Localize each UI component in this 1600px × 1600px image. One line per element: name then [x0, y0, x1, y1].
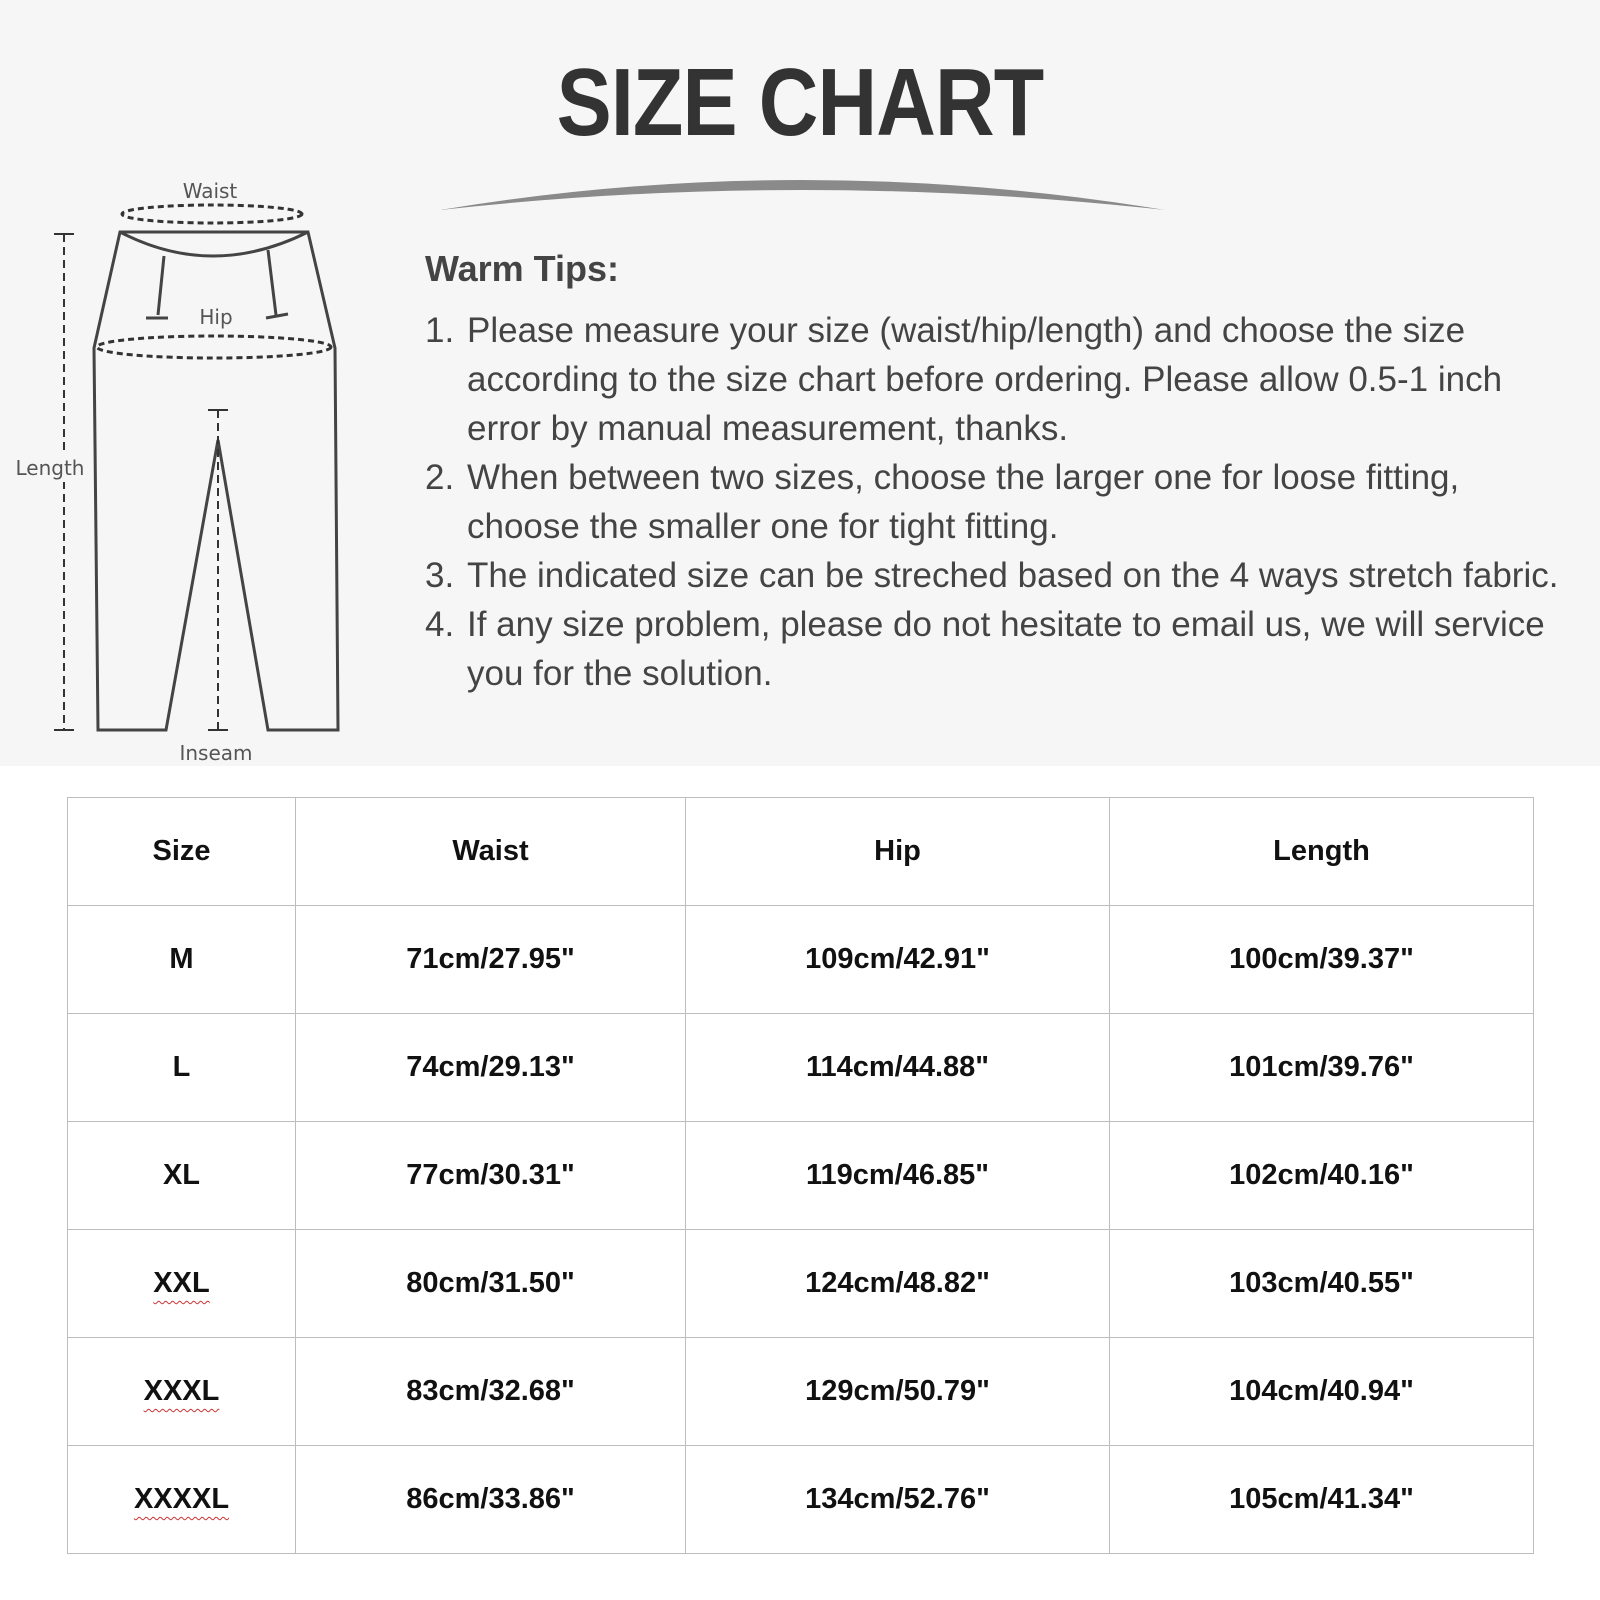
cell-hip: 124cm/48.82": [686, 1230, 1110, 1338]
tip-item: 3. The indicated size can be streched based on the 4 ways stretch fabric.: [425, 556, 1559, 595]
cell-waist: 86cm/33.86": [296, 1446, 686, 1554]
cell-waist: 80cm/31.50": [296, 1230, 686, 1338]
cell-size: L: [68, 1014, 296, 1122]
cell-size: XXXXL: [68, 1446, 296, 1554]
warm-tips-heading: Warm Tips:: [425, 248, 620, 289]
cell-waist: 71cm/27.95": [296, 906, 686, 1014]
table-row: [68, 1014, 1534, 1122]
table-row: [68, 1122, 1534, 1230]
diagram-label-hip: Hip: [199, 305, 233, 329]
tip-item: 2. When between two sizes, choose the larger one for loose fitting, choose the smaller one for tight fitting.: [425, 458, 1460, 546]
waist-measure-ellipse: [122, 205, 302, 223]
cell-length: 105cm/41.34": [1110, 1446, 1534, 1554]
header-waist: Waist: [296, 798, 686, 906]
table-header-row: [68, 798, 1534, 906]
cell-size: XXL: [68, 1230, 296, 1338]
page-title: SIZE CHART: [556, 49, 1044, 156]
cell-size: XL: [68, 1122, 296, 1230]
cell-waist: 83cm/32.68": [296, 1338, 686, 1446]
size-table: [67, 797, 1534, 1554]
cell-length: 100cm/39.37": [1110, 906, 1534, 1014]
cell-hip: 129cm/50.79": [686, 1338, 1110, 1446]
cell-hip: 114cm/44.88": [686, 1014, 1110, 1122]
table-row: [68, 1230, 1534, 1338]
header-size: Size: [68, 798, 296, 906]
header-length: Length: [1110, 798, 1534, 906]
table-row: [68, 1338, 1534, 1446]
hip-measure-ellipse: [97, 336, 331, 358]
cell-length: 101cm/39.76": [1110, 1014, 1534, 1122]
cell-hip: 119cm/46.85": [686, 1122, 1110, 1230]
table-row: [68, 1446, 1534, 1554]
left-pocket: [146, 256, 168, 318]
header-hip: Hip: [686, 798, 1110, 906]
cell-size: M: [68, 906, 296, 1014]
cell-waist: 77cm/30.31": [296, 1122, 686, 1230]
tip-item: 4. If any size problem, please do not hesitate to email us, we will service you for the solution.: [425, 605, 1545, 693]
tip-item: 1. Please measure your size (waist/hip/length) and choose the size according to the size chart before ordering. Please allow 0.5-1 inch error by manual measurement, thanks.: [425, 311, 1503, 448]
decorative-swoosh: [440, 165, 1170, 215]
cell-size: XXXL: [68, 1338, 296, 1446]
cell-hip: 109cm/42.91": [686, 906, 1110, 1014]
table-row: [68, 906, 1534, 1014]
cell-length: 102cm/40.16": [1110, 1122, 1534, 1230]
cell-hip: 134cm/52.76": [686, 1446, 1110, 1554]
waistband-curve: [120, 232, 308, 256]
cell-length: 103cm/40.55": [1110, 1230, 1534, 1338]
diagram-label-inseam: Inseam: [179, 741, 253, 765]
cell-length: 104cm/40.94": [1110, 1338, 1534, 1446]
pants-measurement-diagram: [0, 180, 360, 770]
diagram-label-waist: Waist: [182, 180, 238, 203]
warm-tips-list: [425, 306, 1565, 698]
right-pocket: [266, 250, 288, 318]
diagram-label-length: Length: [15, 456, 85, 480]
cell-waist: 74cm/29.13": [296, 1014, 686, 1122]
